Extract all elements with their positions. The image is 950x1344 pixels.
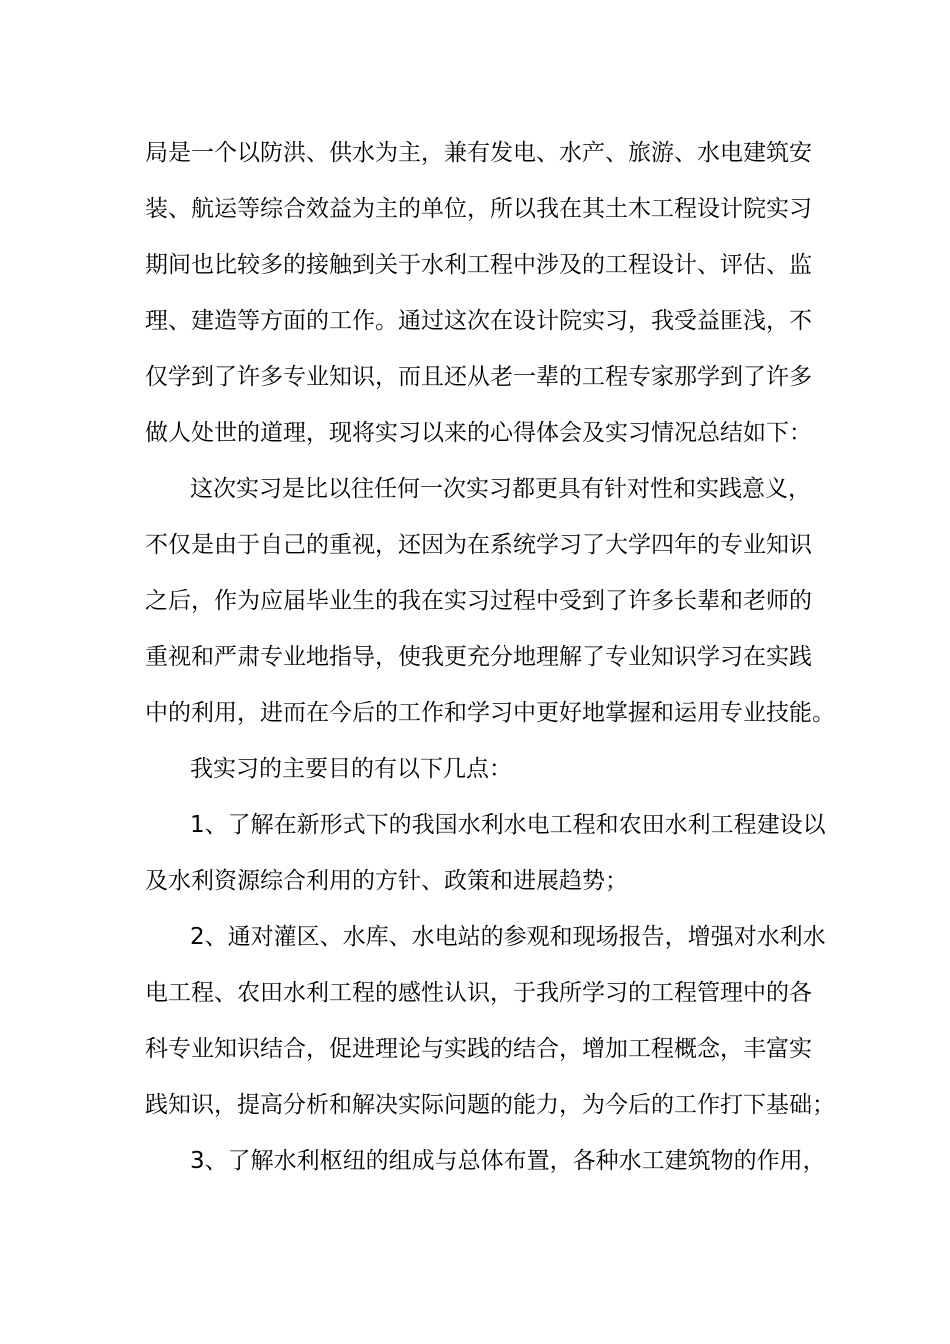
text-line-9: 之后，作为应届毕业生的我在实习过程中受到了许多长辈和老师的 [145, 588, 812, 614]
text-line-8: 不仅是由于自己的重视，还因为在系统学习了大学四年的专业知识 [145, 532, 812, 558]
text-line-19: 3、了解水利枢纽的组成与总体布置，各种水工建筑物的作用， [190, 1148, 826, 1174]
text-line-15: 2、通对灌区、水库、水电站的参观和现场报告，增强对水利水 [190, 924, 826, 950]
text-line-1: 局是一个以防洪、供水为主，兼有发电、水产、旅游、水电建筑安 [145, 140, 812, 166]
text-line-18: 践知识，提高分析和解决实际问题的能力，为今后的工作打下基础； [145, 1092, 835, 1118]
text-line-6: 做人处世的道理，现将实习以来的心得体会及实习情况总结如下： [145, 420, 812, 446]
text-line-4: 理、建造等方面的工作。通过这次在设计院实习，我受益匪浅，不 [145, 308, 812, 334]
text-line-13: 1、了解在新形式下的我国水利水电工程和农田水利工程建设以 [190, 812, 826, 838]
text-line-12: 我实习的主要目的有以下几点： [190, 756, 512, 782]
text-line-3: 期间也比较多的接触到关于水利工程中涉及的工程设计、评估、监 [145, 252, 812, 278]
text-line-5: 仅学到了许多专业知识，而且还从老一辈的工程专家那学到了许多 [145, 364, 812, 390]
text-line-7: 这次实习是比以往任何一次实习都更具有针对性和实践意义， [190, 476, 811, 502]
text-line-16: 电工程、农田水利工程的感性认识，于我所学习的工程管理中的各 [145, 980, 812, 1006]
text-line-17: 科专业知识结合，促进理论与实践的结合，增加工程概念，丰富实 [145, 1036, 812, 1062]
text-line-14: 及水利资源综合利用的方针、政策和进展趋势； [145, 868, 628, 894]
text-line-11: 中的利用，进而在今后的工作和学习中更好地掌握和运用专业技能。 [145, 700, 835, 726]
text-line-2: 装、航运等综合效益为主的单位，所以我在其土木工程设计院实习 [145, 196, 812, 222]
text-line-10: 重视和严肃专业地指导，使我更充分地理解了专业知识学习在实践 [145, 644, 812, 670]
